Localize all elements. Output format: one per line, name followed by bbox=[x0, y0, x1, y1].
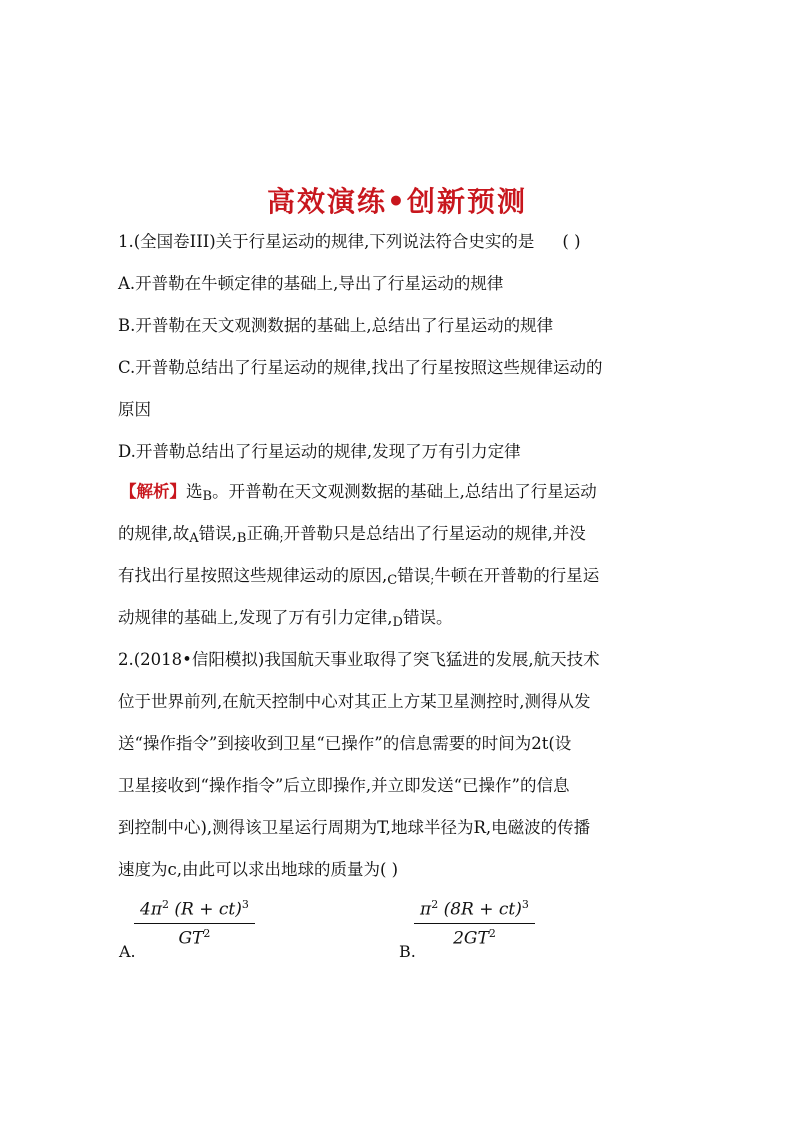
numerator: $4\pi^2$ (R + ct)$^3$ bbox=[140, 898, 249, 920]
denominator: $2GT^2$ bbox=[414, 923, 535, 949]
analysis-punct: ; bbox=[430, 572, 435, 586]
q2-option-b-formula bbox=[414, 898, 535, 948]
analysis-text: 错误 bbox=[397, 566, 431, 585]
analysis-text: 。开普勒在天文观测数据的基础上,总结出了行星运动 bbox=[212, 482, 597, 501]
analysis-text: 有找出行星按照这些规律运动的原因, bbox=[118, 566, 388, 585]
q1-stem-line bbox=[118, 230, 678, 254]
analysis-letter: C bbox=[387, 573, 398, 588]
analysis-text: 开普勒只是总结出了行星运动的规律,并没 bbox=[283, 524, 586, 543]
q2-option-a-label: A. bbox=[119, 942, 136, 961]
numerator: $\pi^2$ (8R + ct)$^3$ bbox=[420, 898, 529, 920]
analysis-line-1 bbox=[120, 480, 680, 509]
q1-option-c: C.开普勒总结出了行星运动的规律,找出了行星按照这些规律运动的 bbox=[118, 358, 603, 377]
q2-line-1: 2.(2018•信阳模拟)我国航天事业取得了突飞猛进的发展,航天技术 bbox=[118, 650, 600, 669]
analysis-text: 选 bbox=[186, 482, 203, 501]
q1-option-c-cont: 原因 bbox=[118, 400, 151, 419]
denominator: $GT^2$ bbox=[134, 923, 255, 949]
q2-line-6: 速度为c,由此可以求出地球的质量为( ) bbox=[118, 860, 399, 879]
analysis-punct: ; bbox=[279, 530, 284, 544]
analysis-line-3 bbox=[118, 564, 678, 593]
page-title: 高效演练•创新预测 bbox=[267, 185, 527, 218]
q1-option-b: B.开普勒在天文观测数据的基础上,总结出了行星运动的规律 bbox=[118, 316, 554, 335]
analysis-text: 正确 bbox=[246, 524, 280, 543]
q1-answer-paren: ( ) bbox=[562, 232, 581, 251]
analysis-letter: A bbox=[189, 531, 199, 546]
analysis-line-4 bbox=[118, 606, 678, 635]
q2-line-2: 位于世界前列,在航天控制中心对其正上方某卫星测控时,测得从发 bbox=[118, 692, 591, 711]
analysis-text: 的规律,故 bbox=[118, 524, 190, 543]
analysis-text: 错误。 bbox=[402, 608, 453, 627]
fraction bbox=[134, 898, 255, 948]
analysis-answer: B bbox=[202, 489, 213, 504]
analysis-text: 动规律的基础上,发现了万有引力定律, bbox=[118, 608, 393, 627]
q1-option-a: A.开普勒在牛顿定律的基础上,导出了行星运动的规律 bbox=[118, 274, 504, 293]
analysis-letter: B bbox=[236, 531, 247, 546]
analysis-label: 【解析】 bbox=[120, 482, 186, 501]
q1-option-d: D.开普勒总结出了行星运动的规律,发现了万有引力定律 bbox=[118, 442, 521, 461]
analysis-line-2 bbox=[118, 522, 678, 551]
q2-option-b-label: B. bbox=[399, 942, 416, 961]
analysis-letter: D bbox=[392, 615, 403, 630]
q2-line-3: 送“操作指令”到接收到卫星“已操作”的信息需要的时间为2t(设 bbox=[118, 734, 572, 753]
analysis-text: 牛顿在开普勒的行星运 bbox=[434, 566, 600, 585]
fraction bbox=[414, 898, 535, 948]
q2-option-a-formula bbox=[134, 898, 255, 948]
analysis-text: 错误, bbox=[198, 524, 237, 543]
q1-stem: 1.(全国卷III)关于行星运动的规律,下列说法符合史实的是 bbox=[118, 232, 535, 251]
q2-line-5: 到控制中心),测得该卫星运行周期为T,地球半径为R,电磁波的传播 bbox=[118, 818, 591, 837]
q2-line-4: 卫星接收到“操作指令”后立即操作,并立即发送“已操作”的信息 bbox=[118, 776, 570, 795]
